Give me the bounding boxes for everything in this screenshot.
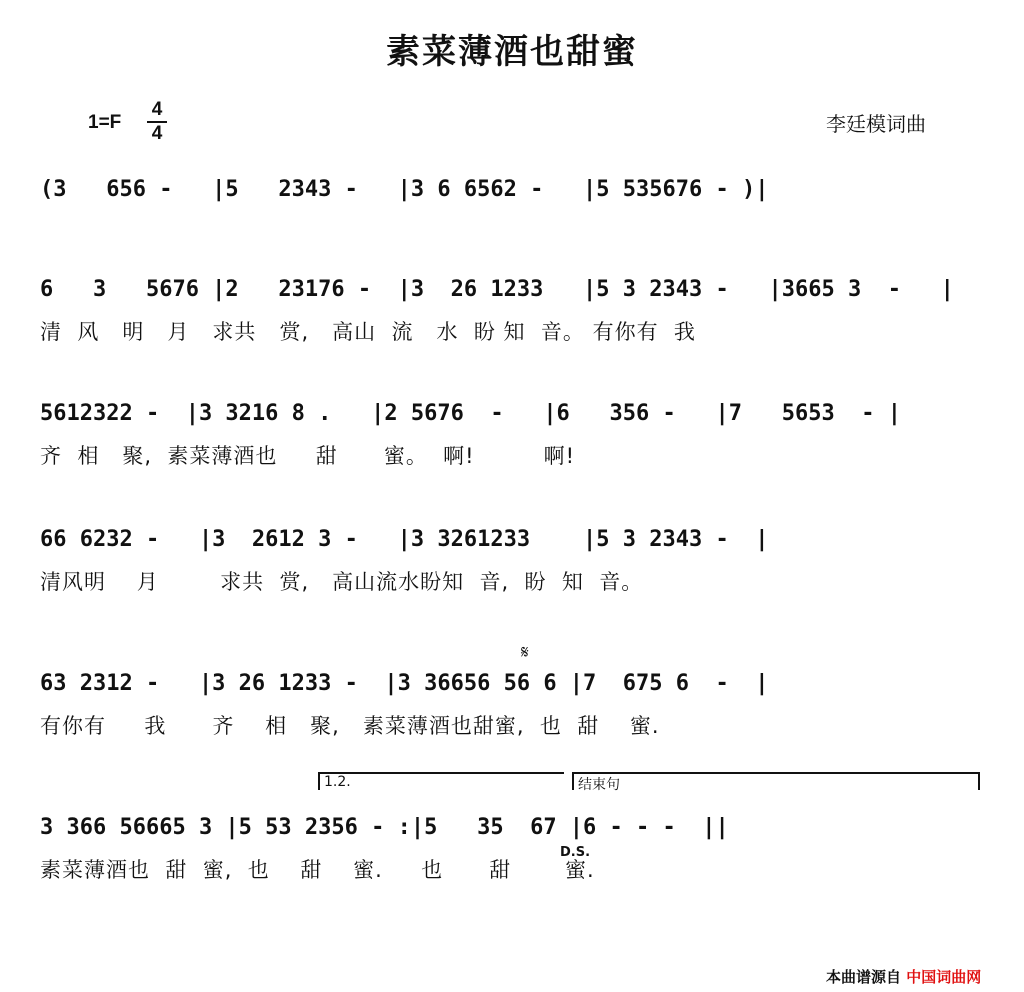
source-prefix: 本曲谱源自 [826, 968, 902, 986]
notation-line: 63 2312 - |3 26 1233 - |3 36656 56 6 |7 675 6 - | [40, 671, 769, 696]
key-signature: 1=F [88, 112, 122, 133]
first-ending-label: 1.2. [324, 774, 351, 790]
lyrics-line: 有你有 我 齐 相 聚, 素菜薄酒也甜蜜, 也 甜 蜜. [40, 714, 660, 738]
notation-line: 5612322 - |3 3216 8 . |2 5676 - |6 356 - |7 5653 - | [40, 401, 901, 426]
final-ending-bracket [572, 772, 980, 793]
song-title: 素菜薄酒也甜蜜 [386, 32, 638, 72]
segno-mark: 𝄋 [521, 642, 529, 663]
lyrics-line: 齐 相 聚, 素菜薄酒也 甜 蜜。 啊! 啊! [40, 444, 576, 468]
notation-line: (3 656 - |5 2343 - |3 6 6562 - |5 535676 - )| [40, 177, 769, 202]
composer-credit: 李廷模词曲 [826, 112, 926, 136]
source-credit [826, 966, 981, 987]
lyrics-line: 素菜薄酒也 甜 蜜, 也 甜 蜜. 也 甜 蜜. [40, 858, 595, 882]
notation-line: 66 6232 - |3 2612 3 - |3 3261233 |5 3 2343 - | [40, 527, 769, 552]
time-signature-top: 4 [151, 99, 163, 120]
notation-line: 6 3 5676 |2 23176 - |3 26 1233 |5 3 2343 - |3665 3 - | [40, 277, 954, 302]
lyrics-line: 清 风 明 月 求共 赏, 高山 流 水 盼 知 音。 有你有 我 [40, 320, 696, 344]
lyrics-line [40, 216, 1000, 246]
source-site: 中国词曲网 [906, 968, 982, 986]
first-ending-bracket [318, 772, 564, 790]
lyrics-line: 清风明 月 求共 赏, 高山流水盼知 音, 盼 知 音。 [40, 570, 644, 594]
final-ending-label: 结束句 [578, 777, 620, 793]
dal-segno-mark: D.S. [560, 845, 591, 860]
notation-line: 3 366 56665 3 |5 53 2356 - :|5 35 67 |6 - - - || [40, 815, 729, 840]
time-signature [147, 100, 167, 144]
time-signature-bottom: 4 [151, 123, 163, 144]
